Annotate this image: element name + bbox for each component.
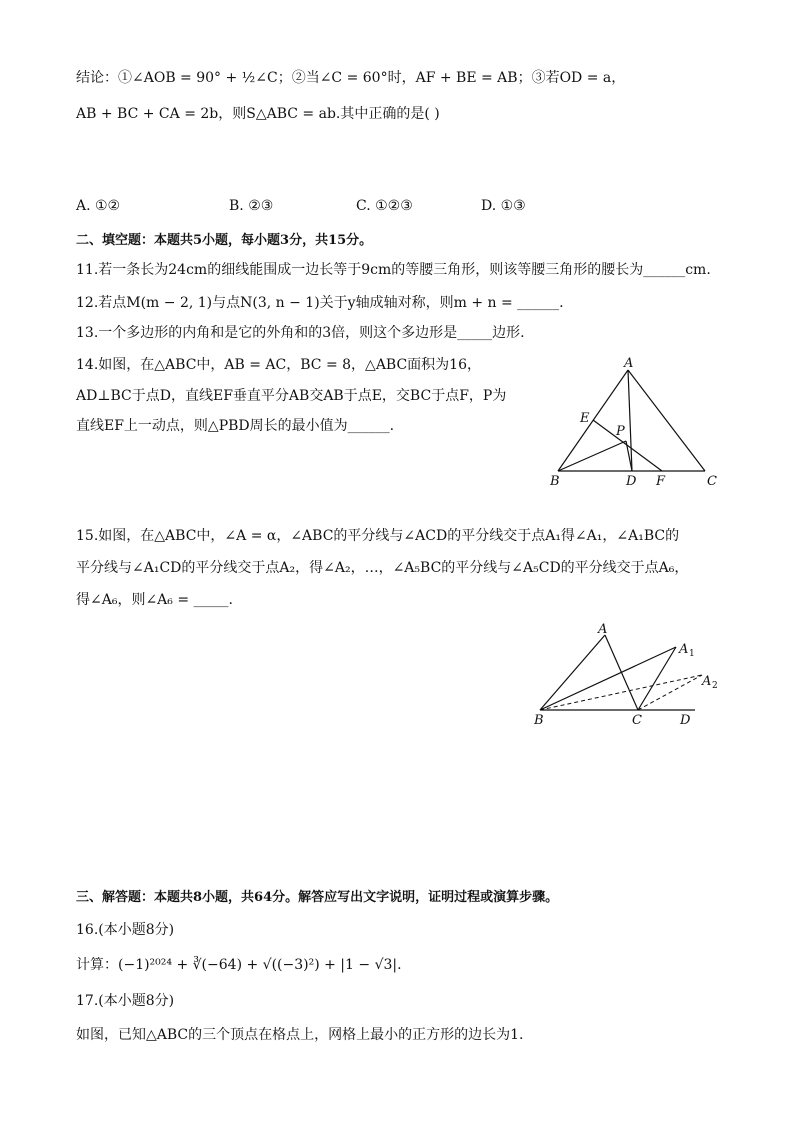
q14-line2: AD⊥BC于点D，直线EF垂直平分AB交AB于点E，交BC于点F，P为 (76, 388, 507, 404)
section2-title: 二、填空题：本题共5小题，每小题3分，共15分。 (76, 233, 373, 248)
q15-label-b: B (534, 713, 544, 728)
q14-label-e: E (580, 411, 590, 426)
q15-label-a2: A (702, 674, 712, 689)
q14-label-f: F (656, 474, 666, 489)
section3-title: 三、解答题：本题共8小题，共64分。解答应写出文字说明，证明过程或演算步骤。 (76, 890, 559, 905)
q10-conclusion-line2: AB + BC + CA = 2b，则S△ABC = ab.其中正确的是( ) (76, 106, 440, 122)
q17-header: 17.(本小题8分) (76, 993, 175, 1009)
q13-text: 13.一个多边形的内角和是它的外角和的3倍，则这个多边形是_____边形. (76, 325, 525, 341)
q15-label-a: A (598, 622, 608, 637)
q14-line3: 直线EF上一动点，则△PBD周长的最小值为______. (76, 418, 395, 434)
q10-option-a: A. ①② (76, 198, 121, 214)
q15-line3: 得∠A₆，则∠A₆ = _____. (76, 592, 233, 608)
q15-label-c: C (632, 713, 642, 728)
q10-conclusion-line1: 结论：①∠AOB = 90° + ½∠C；②当∠C = 60°时，AF + BE = AB；③若OD = a， (76, 70, 626, 86)
q17-body: 如图，已知△ABC的三个顶点在格点上，网格上最小的正方形的边长为1. (76, 1027, 524, 1043)
q15-label-d: D (680, 713, 691, 728)
q15-bisector-figure (530, 620, 730, 730)
q15-label-a2-sub: 2 (712, 681, 718, 691)
q16-body: 计算：(−1)²⁰²⁴ + ∛(−64) + √((−3)²) + |1 − √3|. (76, 957, 402, 973)
q15-line2: 平分线与∠A₁CD的平分线交于点A₂，得∠A₂，…，∠A₅BC的平分线与∠A₅CD的平分线交于点A₆， (76, 560, 689, 576)
q14-line1: 14.如图，在△ABC中，AB = AC，BC = 8，△ABC面积为16， (76, 357, 482, 373)
q14-triangle-figure (540, 355, 730, 490)
q11-text: 11.若一条长为24cm的细线能围成一边长等于9cm的等腰三角形，则该等腰三角形的腰长为______cm. (76, 262, 711, 278)
q14-label-a: A (624, 356, 634, 371)
q10-option-b: B. ②③ (229, 198, 274, 214)
q10-option-c: C. ①②③ (356, 198, 413, 214)
q14-label-c: C (707, 474, 717, 489)
q10-option-d: D. ①③ (481, 198, 526, 214)
q15-label-a1-sub: 1 (689, 649, 695, 659)
q15-label-a1: A (679, 642, 689, 657)
q12-text: 12.若点M(m − 2, 1)与点N(3, n − 1)关于y轴成轴对称，则m + n = ______. (76, 295, 564, 311)
q14-label-b: B (550, 474, 560, 489)
q16-header: 16.(本小题8分) (76, 922, 175, 938)
q14-label-p: P (616, 424, 625, 439)
q15-line1: 15.如图，在△ABC中，∠A = α，∠ABC的平分线与∠ACD的平分线交于点A₁得∠A₁，∠A₁BC的 (76, 528, 680, 544)
q14-label-d: D (626, 474, 637, 489)
